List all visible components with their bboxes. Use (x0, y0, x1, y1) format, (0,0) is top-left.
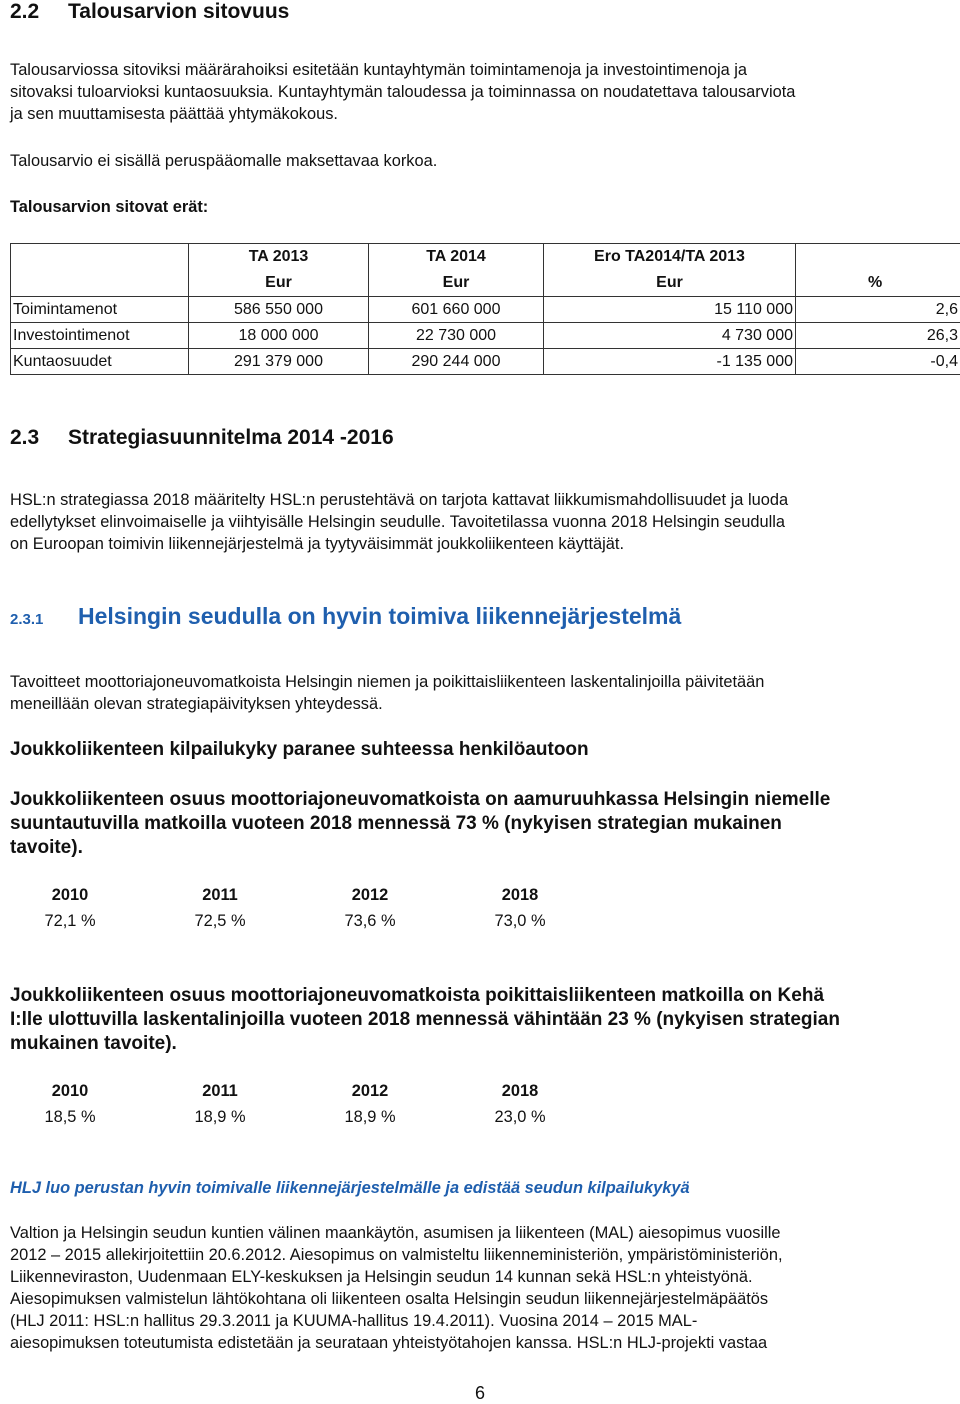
section-title: Strategiasuunnitelma 2014 -2016 (68, 426, 394, 449)
hlj-heading: HLJ luo perustan hyvin toimivalle liikennejärjestelmälle ja edistää seudun kilpailukykyä (10, 1177, 690, 1199)
value-row (0, 1104, 595, 1130)
header-cell: Eur (189, 270, 369, 297)
text-line: Liikenneviraston, Uudenmaan ELY-keskuksen ja Helsingin seudun 14 kunnan sekä HSL:n yhteistyönä. (10, 1266, 783, 1288)
section-heading-2-3-1 (10, 603, 681, 630)
cell: -1 135 000 (544, 349, 796, 375)
header-cell (11, 244, 189, 271)
year-cell: 2010 (0, 1078, 145, 1104)
year-row (0, 1078, 595, 1104)
table-row (11, 297, 960, 323)
header-cell (796, 244, 960, 271)
text-line: Talousarviossa sitoviksi määrärahoiksi esitetään kuntayhtymän toimintamenoja ja investointimenoja ja (10, 59, 795, 81)
budget-table (10, 243, 960, 375)
year-cell: 2012 (295, 1078, 445, 1104)
text-line: ja sen muuttamisesta päättää yhtymäkokous. (10, 103, 795, 125)
text-line: sitovaksi tuloarvioksi kuntaosuuksia. Kuntayhtymän taloudessa ja toiminnassa on noudatettava talousarviota (10, 81, 795, 103)
target-1-heading (10, 788, 830, 860)
cell: 18 000 000 (189, 323, 369, 349)
paragraph-hlj (10, 1222, 783, 1354)
year-cell: 2018 (445, 882, 595, 908)
text-line: on Euroopan toimivin liikennejärjestelmä ja tyytyväisimmät joukkoliikenteen käyttäjät. (10, 533, 788, 555)
value-cell: 73,0 % (445, 908, 595, 934)
cell: -0,4 (796, 349, 960, 375)
table-header-row (11, 244, 960, 271)
paragraph-targets (10, 671, 764, 715)
header-cell: Ero TA2014/TA 2013 (544, 244, 796, 271)
cell: Kuntaosuudet (11, 349, 189, 375)
value-cell: 23,0 % (445, 1104, 595, 1130)
target-2-table (0, 1078, 595, 1130)
text-line: mukainen tavoite). (10, 1032, 840, 1056)
year-row (0, 882, 595, 908)
header-cell: TA 2014 (369, 244, 544, 271)
header-cell: Eur (544, 270, 796, 297)
header-cell: TA 2013 (189, 244, 369, 271)
text-line: Joukkoliikenteen osuus moottoriajoneuvomatkoista on aamuruuhkassa Helsingin niemelle (10, 788, 830, 812)
cell: Investointimenot (11, 323, 189, 349)
text-line: HSL:n strategiassa 2018 määritelty HSL:n perustehtävä on tarjota kattavat liikkumismahdollisuudet ja luoda (10, 489, 788, 511)
value-cell: 73,6 % (295, 908, 445, 934)
value-cell: 18,9 % (295, 1104, 445, 1130)
text-line: suuntautuvilla matkoilla vuoteen 2018 mennessä 73 % (nykyisen strategian mukainen (10, 812, 830, 836)
cell: 26,3 (796, 323, 960, 349)
text-line: (HLJ 2011: HSL:n hallitus 29.3.2011 ja KUUMA-hallitus 19.4.2011). Vuosina 2014 – 2015 MAL- (10, 1310, 783, 1332)
section-number: 2.3 (10, 426, 68, 450)
text-line: Tavoitteet moottoriajoneuvomatkoista Helsingin niemen ja poikittaisliikenteen laskentalinjoilla päivitetään (10, 671, 764, 693)
cell: 2,6 (796, 297, 960, 323)
header-cell: Eur (369, 270, 544, 297)
target-1-table (0, 882, 595, 934)
paragraph-strategy (10, 489, 788, 555)
cell: 4 730 000 (544, 323, 796, 349)
cell: 601 660 000 (369, 297, 544, 323)
page-number: 6 (0, 1383, 960, 1404)
section-number: 2.3.1 (10, 611, 78, 628)
target-2-heading (10, 984, 840, 1056)
year-cell: 2011 (145, 1078, 295, 1104)
text-line: Joukkoliikenteen osuus moottoriajoneuvomatkoista poikittaisliikenteen matkoilla on Kehä (10, 984, 840, 1008)
year-cell: 2010 (0, 882, 145, 908)
header-cell (11, 270, 189, 297)
text-line: Aiesopimuksen valmistelun lähtökohtana oli liikenteen osalta Helsingin seudun liikennejärjestelmäpäätös (10, 1288, 783, 1310)
year-cell: 2012 (295, 882, 445, 908)
section-heading-2-3 (10, 426, 394, 450)
section-number: 2.2 (10, 0, 68, 24)
cell: 22 730 000 (369, 323, 544, 349)
year-cell: 2011 (145, 882, 295, 908)
cell: 291 379 000 (189, 349, 369, 375)
goal-heading: Joukkoliikenteen kilpailukyky paranee suhteessa henkilöautoon (10, 738, 589, 762)
value-cell: 18,9 % (145, 1104, 295, 1130)
header-cell: % (796, 270, 960, 297)
value-cell: 72,1 % (0, 908, 145, 934)
text-line: meneillään olevan strategiapäivityksen yhteydessä. (10, 693, 764, 715)
paragraph-intro (10, 59, 795, 125)
year-cell: 2018 (445, 1078, 595, 1104)
section-title: Talousarvion sitovuus (68, 0, 289, 23)
text-line: edellytykset elinvoimaiselle ja viihtyisälle Helsingin seudulle. Tavoitetilassa vuonna 2018 Helsingin seudulla (10, 511, 788, 533)
section-heading-2-2 (10, 0, 289, 24)
value-cell: 72,5 % (145, 908, 295, 934)
table-header-row (11, 270, 960, 297)
text-line: Valtion ja Helsingin seudun kuntien välinen maankäytön, asumisen ja liikenteen (MAL) aiesopimus vuosille (10, 1222, 783, 1244)
value-row (0, 908, 595, 934)
text-line: tavoite). (10, 836, 830, 860)
cell: 586 550 000 (189, 297, 369, 323)
value-cell: 18,5 % (0, 1104, 145, 1130)
text-line: 2012 – 2015 allekirjoitettiin 20.6.2012. Aiesopimus on valmisteltu liikenneministeriön, ympäristöministeriön, (10, 1244, 783, 1266)
cell: Toimintamenot (11, 297, 189, 323)
paragraph-interest: Talousarvio ei sisällä peruspääomalle maksettavaa korkoa. (10, 150, 437, 172)
text-line: aiesopimuksen toteutumista edistetään ja seurataan yhteistyötahojen kanssa. HSL:n HLJ-projekti vastaa (10, 1332, 783, 1354)
cell: 290 244 000 (369, 349, 544, 375)
section-title: Helsingin seudulla on hyvin toimiva liikennejärjestelmä (78, 603, 681, 629)
table-title: Talousarvion sitovat erät: (10, 196, 208, 218)
cell: 15 110 000 (544, 297, 796, 323)
text-line: I:lle ulottuvilla laskentalinjoilla vuoteen 2018 mennessä vähintään 23 % (nykyisen strategian (10, 1008, 840, 1032)
table-row (11, 323, 960, 349)
table-row (11, 349, 960, 375)
